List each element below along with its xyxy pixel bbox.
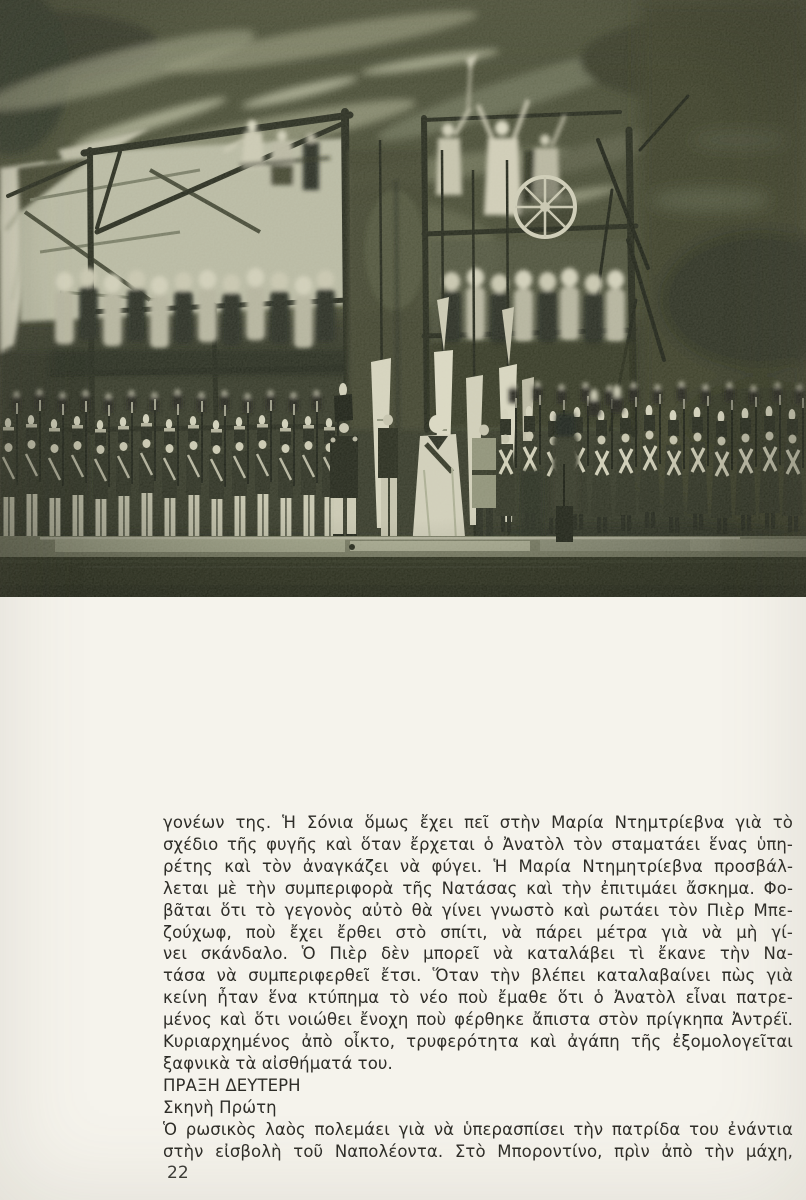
- text-line: γονέων της. Ἡ Σόνια ὅμως ἔχει πεῖ στὴν Μαρία Ντημτρίεβνα γιὰ τὸ: [163, 813, 793, 832]
- text-line: κείνη ἦταν ἕνα κτύπημα τὸ νέο ποὺ ἔμαθε ὅτι ὁ Ἀνατὸλ εἶναι πατρε-: [163, 988, 793, 1008]
- text-line: στὴν εἰσβολὴ τοῦ Ναπολέοντα. Στὸ Μποροντίνο, πρὶν ἀπὸ τὴν μάχη,: [163, 1141, 793, 1161]
- text-line: ξαφνικὰ τὰ αἰσθήματά του.: [163, 1053, 393, 1073]
- page-number: 22: [167, 1163, 189, 1183]
- act-heading: ΠΡΑΞΗ ΔΕΥΤΕΡΗ: [163, 1075, 301, 1095]
- stage-photograph-art: [0, 0, 806, 597]
- text-line: λεται μὲ τὴν συμπεριφορὰ τῆς Νατάσας καὶ τὴν ἐπιτιμάει ἄσκημα. Φο-: [163, 878, 793, 898]
- text-line: Ὁ ρωσικὸς λαὸς πολεμάει γιὰ νὰ ὑπερασπίσει τὴν πατρίδα του ἐνάντια: [163, 1119, 793, 1139]
- grain-overlay: [0, 0, 806, 597]
- stage-photograph: [0, 0, 806, 597]
- text-line: σχέδιο τῆς φυγῆς καὶ ὅταν ἔρχεται ὁ Ἀνατὸλ τὸν σταματάει ἕνας ὑπη-: [163, 834, 793, 854]
- scene-heading: Σκηνὴ Πρώτη: [163, 1097, 277, 1117]
- synopsis-text-block: [163, 812, 793, 1163]
- text-line: νει σκάνδαλο. Ὁ Πιὲρ δὲν μπορεῖ νὰ καταλάβει τὶ ἔκανε τὴν Να-: [163, 944, 793, 964]
- text-line: Κυριαρχημένος ἀπὸ οἶκτο, τρυφερότητα καὶ ἀγάπη τῆς ἐξομολογεῖται: [163, 1032, 793, 1052]
- text-line: βᾶται ὅτι τὸ γεγονὸς αὐτὸ θὰ γίνει γνωστὸ καὶ ρωτάει τὸν Πιὲρ Μπε-: [163, 900, 793, 920]
- text-line: μένος καὶ ὅτι νοιώθει ἔνοχη ποὺ φέρθηκε ἄπιστα στὸν πρίγκηπα Ἀντρέϊ.: [163, 1010, 793, 1030]
- text-line: ρέτης καὶ τὸν ἀναγκάζει νὰ φύγει. Ἡ Μαρία Ντημητρίεβνα προσβάλ-: [163, 856, 793, 876]
- text-line: ζούχωφ, ποὺ ἔχει ἔρθει στὸ σπίτι, νὰ πάρει μέτρα γιὰ νὰ μὴ γί-: [163, 922, 793, 942]
- text-line: τάσα νὰ συμπεριφερθεῖ ἔτσι. Ὅταν τὴν βλέπει καταλαβαίνει πὼς γιὰ: [163, 966, 793, 986]
